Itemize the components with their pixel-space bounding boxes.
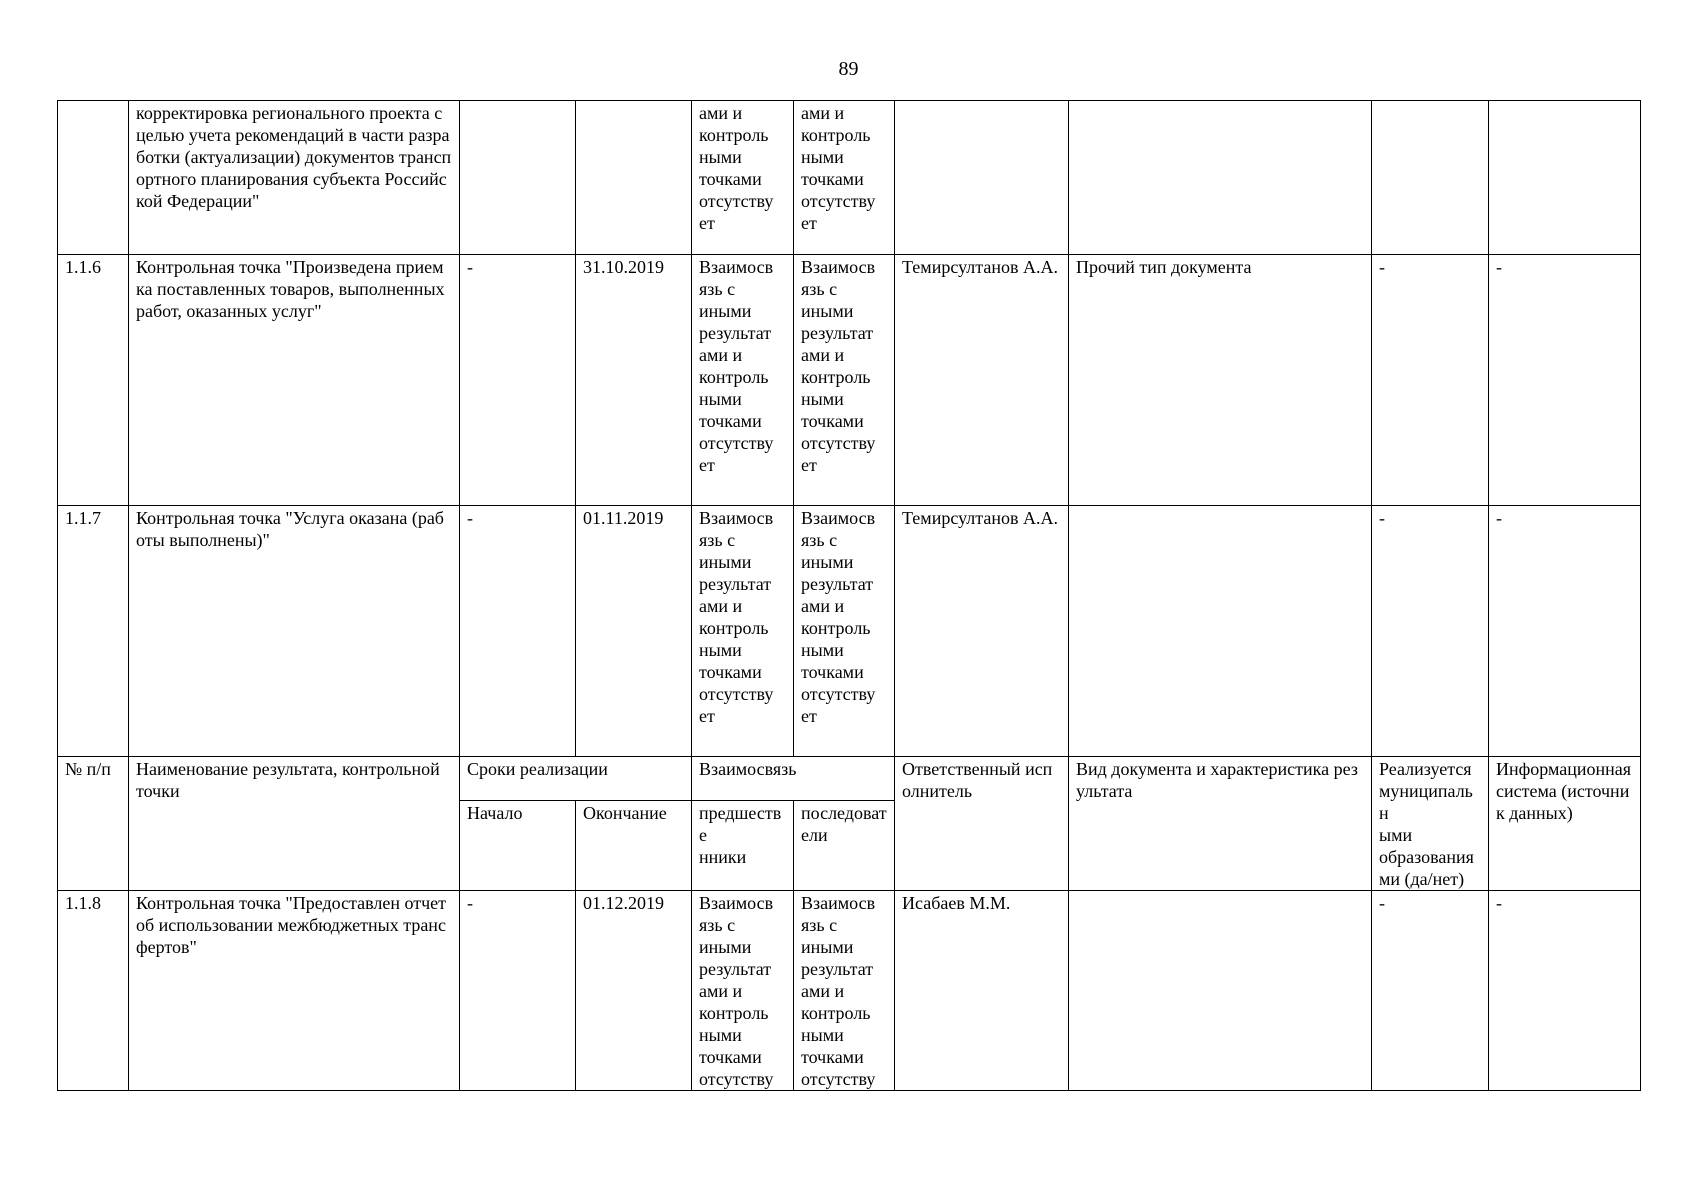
start-date (460, 101, 576, 255)
responsible: Темирсултанов А.А. (895, 506, 1069, 757)
header-row (58, 757, 1641, 801)
table-row (58, 101, 1641, 255)
result-name: Контрольная точка "Предоставлен отчет об использовании межбюджетных трансфертов" (129, 891, 460, 1091)
successors: Взаимосв язь с иными результат ами и контроль ными точками отсутству ет (794, 255, 895, 506)
header-name: Наименование результата, контрольной точки (129, 757, 460, 891)
header-successors: последоват ели (794, 800, 895, 890)
predecessors: Взаимосв язь с иными результат ами и контроль ными точками отсутству ет (692, 255, 794, 506)
header-document: Вид документа и характеристика результата (1069, 757, 1372, 891)
end-date: 31.10.2019 (576, 255, 692, 506)
end-date: 01.12.2019 (576, 891, 692, 1091)
header-end: Окончание (576, 800, 692, 890)
table-row (58, 506, 1641, 757)
successors: ами и контроль ными точками отсутству ет (794, 101, 895, 255)
result-name: корректировка регионального проекта с целью учета рекомендаций в части разработки (актуализации) документов транспортного планирования субъекта Российской Федерации" (129, 101, 460, 255)
table-row (58, 891, 1641, 1091)
predecessors: ами и контроль ными точками отсутству ет (692, 101, 794, 255)
info-system: - (1489, 506, 1641, 757)
header-responsible: Ответственный исполнитель (895, 757, 1069, 891)
header-num: № п/п (58, 757, 129, 891)
header-link: Взаимосвязь (692, 757, 895, 801)
municipal: - (1372, 891, 1489, 1091)
municipal: - (1372, 255, 1489, 506)
document-type: Прочий тип документа (1069, 255, 1372, 506)
successors: Взаимосв язь с иными результат ами и контроль ными точками отсутству ет (794, 506, 895, 757)
row-number: 1.1.6 (58, 255, 129, 506)
header-info-system: Информационная система (источник данных) (1489, 757, 1641, 891)
header-predecessors: предшестве нники (692, 800, 794, 890)
responsible: Исабаев М.М. (895, 891, 1069, 1091)
info-system: - (1489, 255, 1641, 506)
result-name: Контрольная точка "Услуга оказана (работы выполнены)" (129, 506, 460, 757)
info-system: - (1489, 891, 1641, 1091)
row-number: 1.1.7 (58, 506, 129, 757)
start-date: - (460, 255, 576, 506)
row-number: 1.1.8 (58, 891, 129, 1091)
end-date (576, 101, 692, 255)
header-terms: Сроки реализации (460, 757, 692, 801)
page-number: 89 (838, 58, 859, 80)
document-type (1069, 506, 1372, 757)
responsible (895, 101, 1069, 255)
header-start: Начало (460, 800, 576, 890)
end-date: 01.11.2019 (576, 506, 692, 757)
results-table (57, 100, 1641, 1091)
row-number (58, 101, 129, 255)
start-date: - (460, 506, 576, 757)
municipal: - (1372, 506, 1489, 757)
document-type (1069, 891, 1372, 1091)
document-type (1069, 101, 1372, 255)
info-system (1489, 101, 1641, 255)
successors: Взаимосв язь с иными результат ами и контроль ными точками отсутству (794, 891, 895, 1091)
municipal (1372, 101, 1489, 255)
table-row (58, 255, 1641, 506)
responsible: Темирсултанов А.А. (895, 255, 1069, 506)
result-name: Контрольная точка "Произведена приемка поставленных товаров, выполненных работ, оказанных услуг" (129, 255, 460, 506)
header-municipal: Реализуется муниципальн ыми образования ми (да/нет) (1372, 757, 1489, 891)
predecessors: Взаимосв язь с иными результат ами и контроль ными точками отсутству ет (692, 506, 794, 757)
predecessors: Взаимосв язь с иными результат ами и контроль ными точками отсутству (692, 891, 794, 1091)
start-date: - (460, 891, 576, 1091)
